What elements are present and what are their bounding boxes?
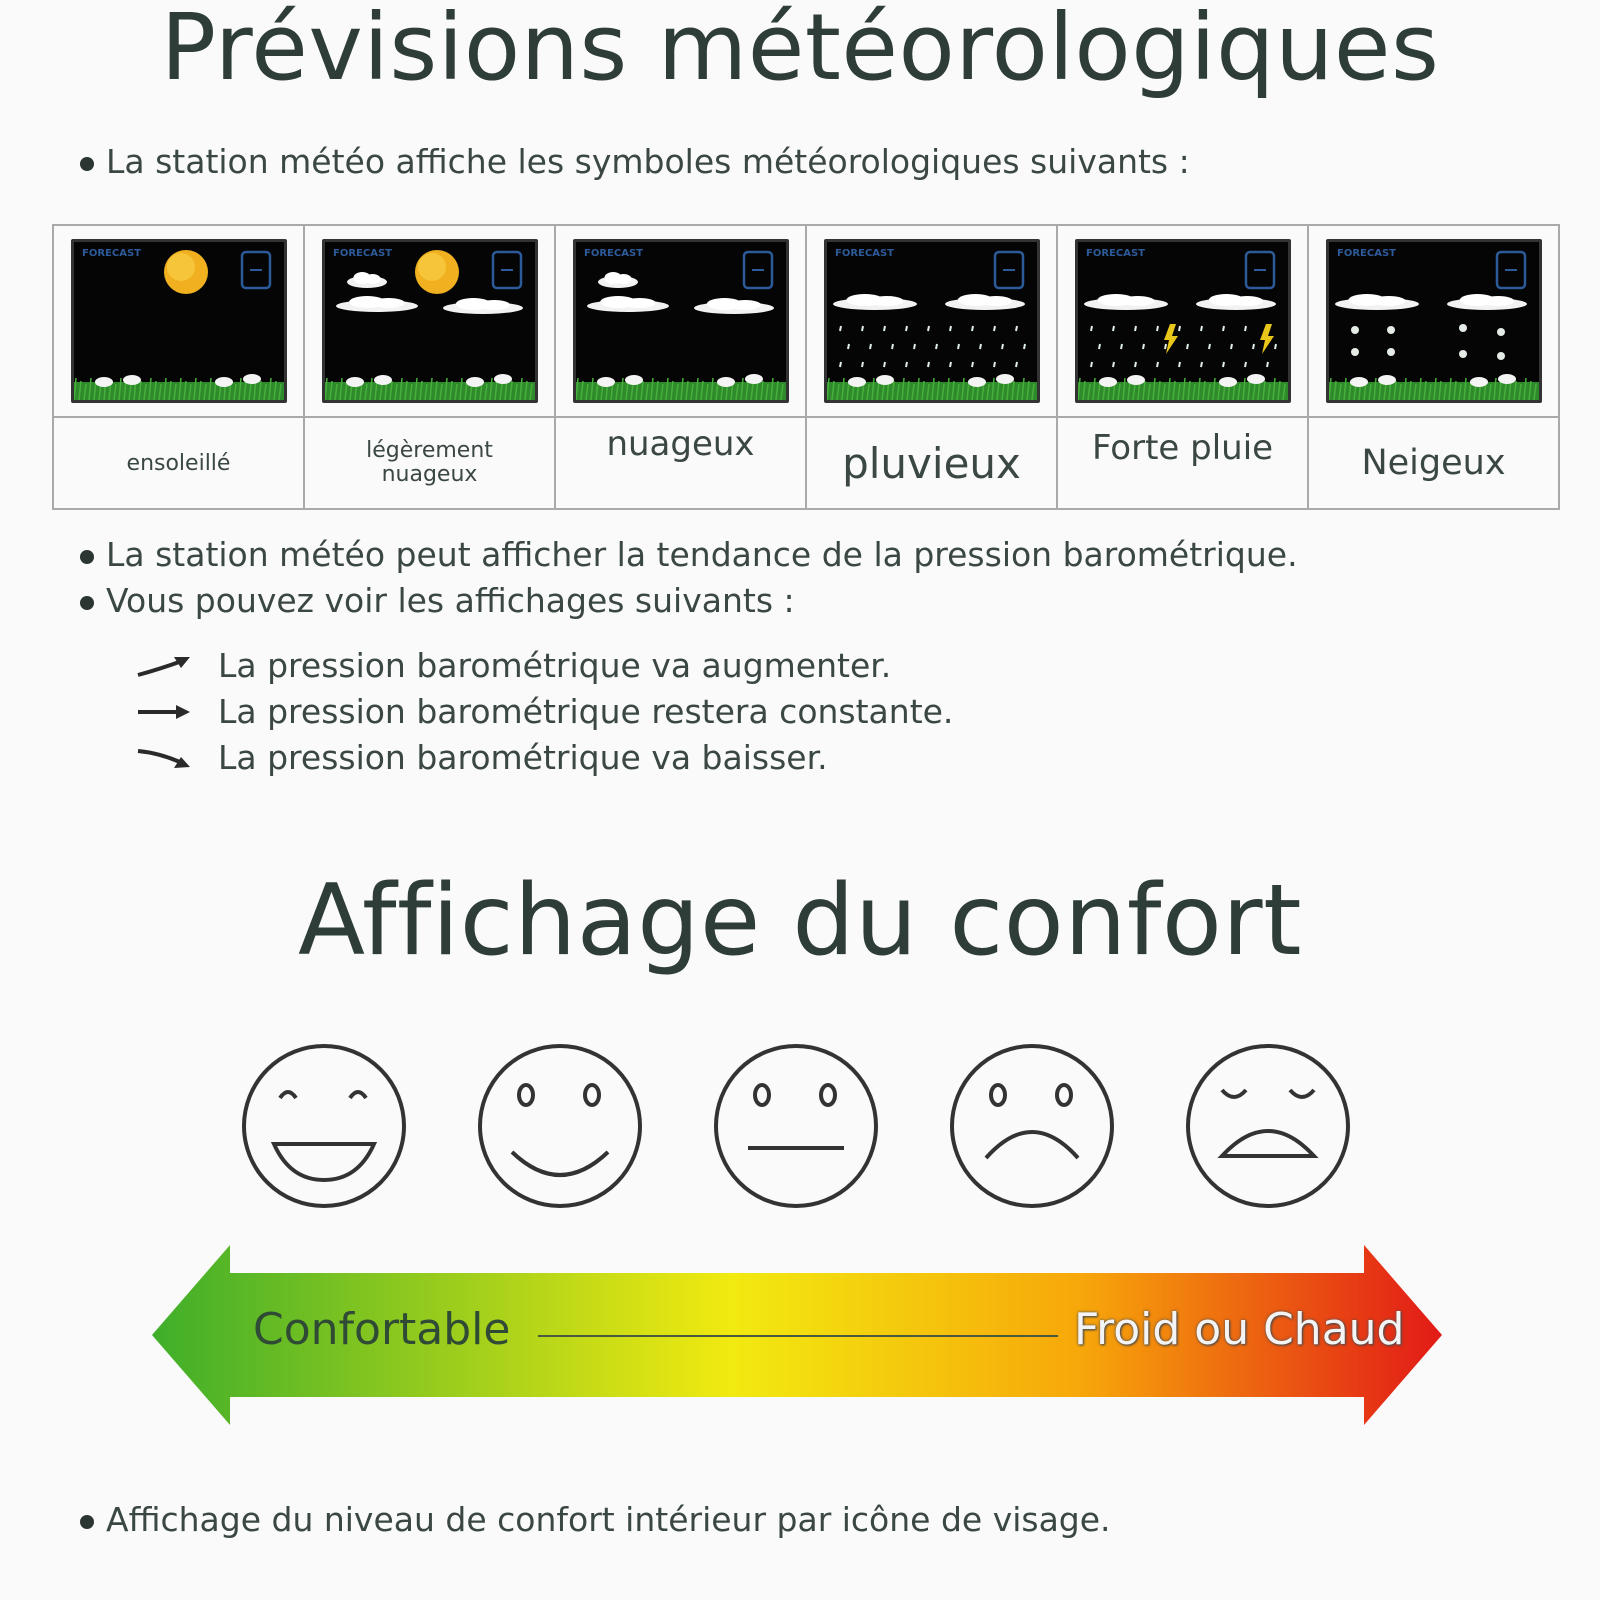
trend-item <box>134 738 828 777</box>
forecast-cell <box>1308 225 1559 417</box>
bullet-dot <box>80 550 94 564</box>
forecast-cell <box>806 225 1057 417</box>
symbol-label-heavy-rain: Forte pluie <box>1057 417 1308 509</box>
svg-text:FORECAST: FORECAST <box>1085 248 1145 259</box>
trend-item <box>134 692 953 731</box>
symbol-label-cloudy: nuageux <box>555 417 806 509</box>
pressure-line-1 <box>80 535 1298 574</box>
heavy-rain-icon <box>1075 239 1291 403</box>
svg-text:FORECAST: FORECAST <box>583 248 643 259</box>
page-title: Prévisions météorologiques <box>160 0 1440 101</box>
neutral-face-icon <box>710 1040 882 1212</box>
arrow-right-icon <box>134 697 194 727</box>
trend-text: La pression barométrique va baisser. <box>218 738 828 777</box>
frowning-face-icon <box>946 1040 1118 1212</box>
forecast-cell <box>304 225 555 417</box>
comfort-footer-label: Affichage du niveau de confort intérieur par icône de visage. <box>106 1500 1111 1539</box>
forecast-cell <box>1057 225 1308 417</box>
symbol-label-partly-cloudy: légèrement nuageux <box>304 417 555 509</box>
intro-label: La station météo affiche les symboles météorologiques suivants : <box>106 142 1190 181</box>
svg-text:FORECAST: FORECAST <box>81 248 141 259</box>
svg-text:FORECAST: FORECAST <box>332 248 392 259</box>
pressure-line-2-label: Vous pouvez voir les affichages suivants : <box>106 581 795 620</box>
scale-divider-line <box>538 1335 1058 1337</box>
rainy-icon <box>824 239 1040 403</box>
svg-text:FORECAST: FORECAST <box>834 248 894 259</box>
forecast-cell <box>53 225 304 417</box>
laughing-face-icon <box>238 1040 410 1212</box>
trend-item <box>134 646 891 685</box>
snowy-icon <box>1326 239 1542 403</box>
scale-label-comfortable: Confortable <box>253 1304 511 1355</box>
forecast-symbols-table <box>52 224 1560 510</box>
partly-cloudy-icon <box>322 239 538 403</box>
pressure-line-1-label: La station météo peut afficher la tendance de la pression barométrique. <box>106 535 1298 574</box>
bullet-dot <box>80 596 94 610</box>
scale-label-hot-cold: Froid ou Chaud <box>1074 1304 1405 1355</box>
symbol-label-snowy: Neigeux <box>1308 417 1559 509</box>
arrow-down-right-icon <box>134 743 194 773</box>
sunny-icon <box>71 239 287 403</box>
trend-text: La pression barométrique va augmenter. <box>218 646 892 685</box>
bullet-dot <box>80 1515 94 1529</box>
pressure-line-2 <box>80 581 795 620</box>
trend-text: La pression barométrique restera constante. <box>218 692 954 731</box>
arrow-up-right-icon <box>134 651 194 681</box>
comfort-footer <box>80 1500 1111 1539</box>
sad-face-icon <box>1182 1040 1354 1212</box>
comfort-faces <box>0 1040 1600 1215</box>
intro-text <box>80 142 1190 181</box>
cloudy-icon <box>573 239 789 403</box>
symbol-label-sunny: ensoleillé <box>53 417 304 509</box>
bullet-dot <box>80 157 94 171</box>
forecast-cell <box>555 225 806 417</box>
section-title-comfort: Affichage du confort <box>297 864 1303 978</box>
symbol-label-rainy: pluvieux <box>806 417 1057 509</box>
smiling-face-icon <box>474 1040 646 1212</box>
svg-text:FORECAST: FORECAST <box>1336 248 1396 259</box>
